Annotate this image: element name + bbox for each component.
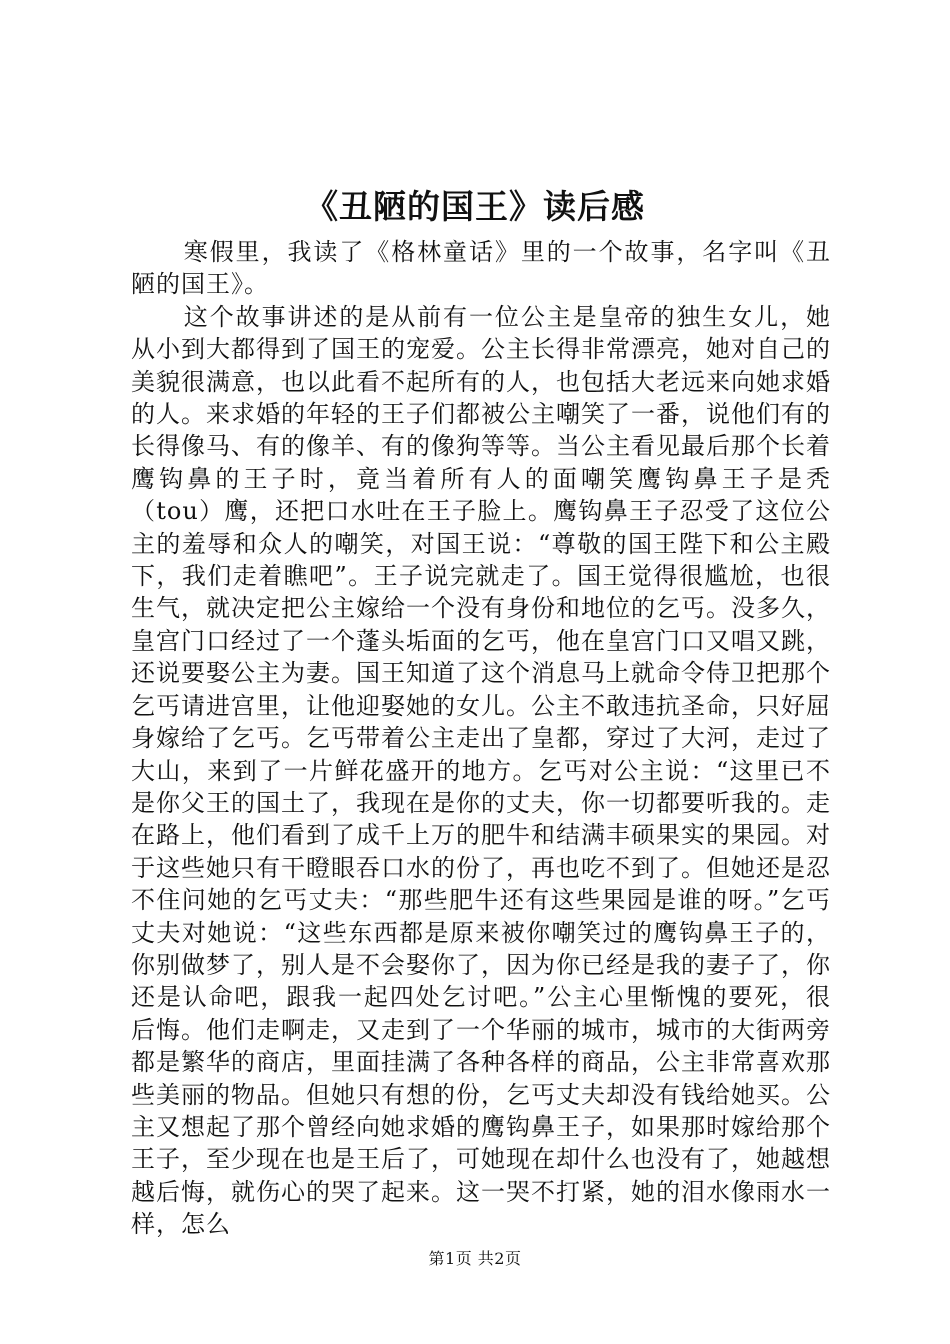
page-number-footer: 第1页 共2页: [428, 1249, 522, 1268]
paragraph-story: 这个故事讲述的是从前有一位公主是皇帝的独生女儿，她从小到大都得到了国王的宠爱。公主长得非常漂亮，她对自己的美貌很满意，也以此看不起所有的人，也包括大老远来向她求婚的人。来求婚的年轻的王子们都被公主嘲笑了一番，说他们有的长得像马、有的像羊、有的像狗等等。当公主看见最后那个长着鹰钩鼻的王子时，竟当着所有人的面嘲笑鹰钩鼻王子是秃（tou）鹰，还把口水吐在王子脸上。鹰钩鼻王子忍受了这位公主的羞辱和众人的嘲笑，对国王说：“尊敬的国王陛下和公主殿下，我们走着瞧吧”。王子说完就走了。国王觉得很尴尬，也很生气，就决定把公主嫁给一个没有身份和地位的乞丐。没多久，皇宫门口经过了一个蓬头垢面的乞丐，他在皇宫门口又唱又跳，还说要娶公主为妻。国王知道了这个消息马上就命令侍卫把那个乞丐请进宫里，让他迎娶她的女儿。公主不敢违抗圣命，只好屈身嫁给了乞丐。乞丐带着公主走出了皇都，穿过了大河，走过了大山，来到了一片鲜花盛开的地方。乞丐对公主说：“这里已不是你父王的国土了，我现在是你的丈夫，你一切都要听我的。走在路上，他们看到了成千上万的肥牛和结满丰硕果实的果园。对于这些她只有干瞪眼吞口水的份了，再也吃不到了。但她还是忍不住问她的乞丐丈夫：“那些肥牛还有这些果园是谁的呀。”乞丐丈夫对她说：“这些东西都是原来被你嘲笑过的鹰钩鼻王子的，你别做梦了，别人是不会娶你了，因为你已经是我的妻子了，你还是认命吧，跟我一起四处乞讨吧。”公主心里惭愧的要死，很后悔。他们走啊走，又走到了一个华丽的城市，城市的大街两旁都是繁华的商店，里面挂满了各种各样的商品，公主非常喜欢那些美丽的物品。但她只有想的份，乞丐丈夫却没有钱给她买。公主又想起了那个曾经向她求婚的鹰钩鼻王子，如果那时嫁给那个王子，至少现在也是王后了，可她现在却什么也没有了，她越想越后悔，就伤心的哭了起来。这一哭不打紧，她的泪水像雨水一样，怎么: [131, 302, 831, 1239]
document-body: [131, 236, 831, 1241]
paragraph-intro: 寒假里，我读了《格林童话》里的一个故事，名字叫《丑陋的国王》。: [131, 238, 831, 299]
document-title: 《丑陋的国王》读后感: [305, 187, 645, 226]
